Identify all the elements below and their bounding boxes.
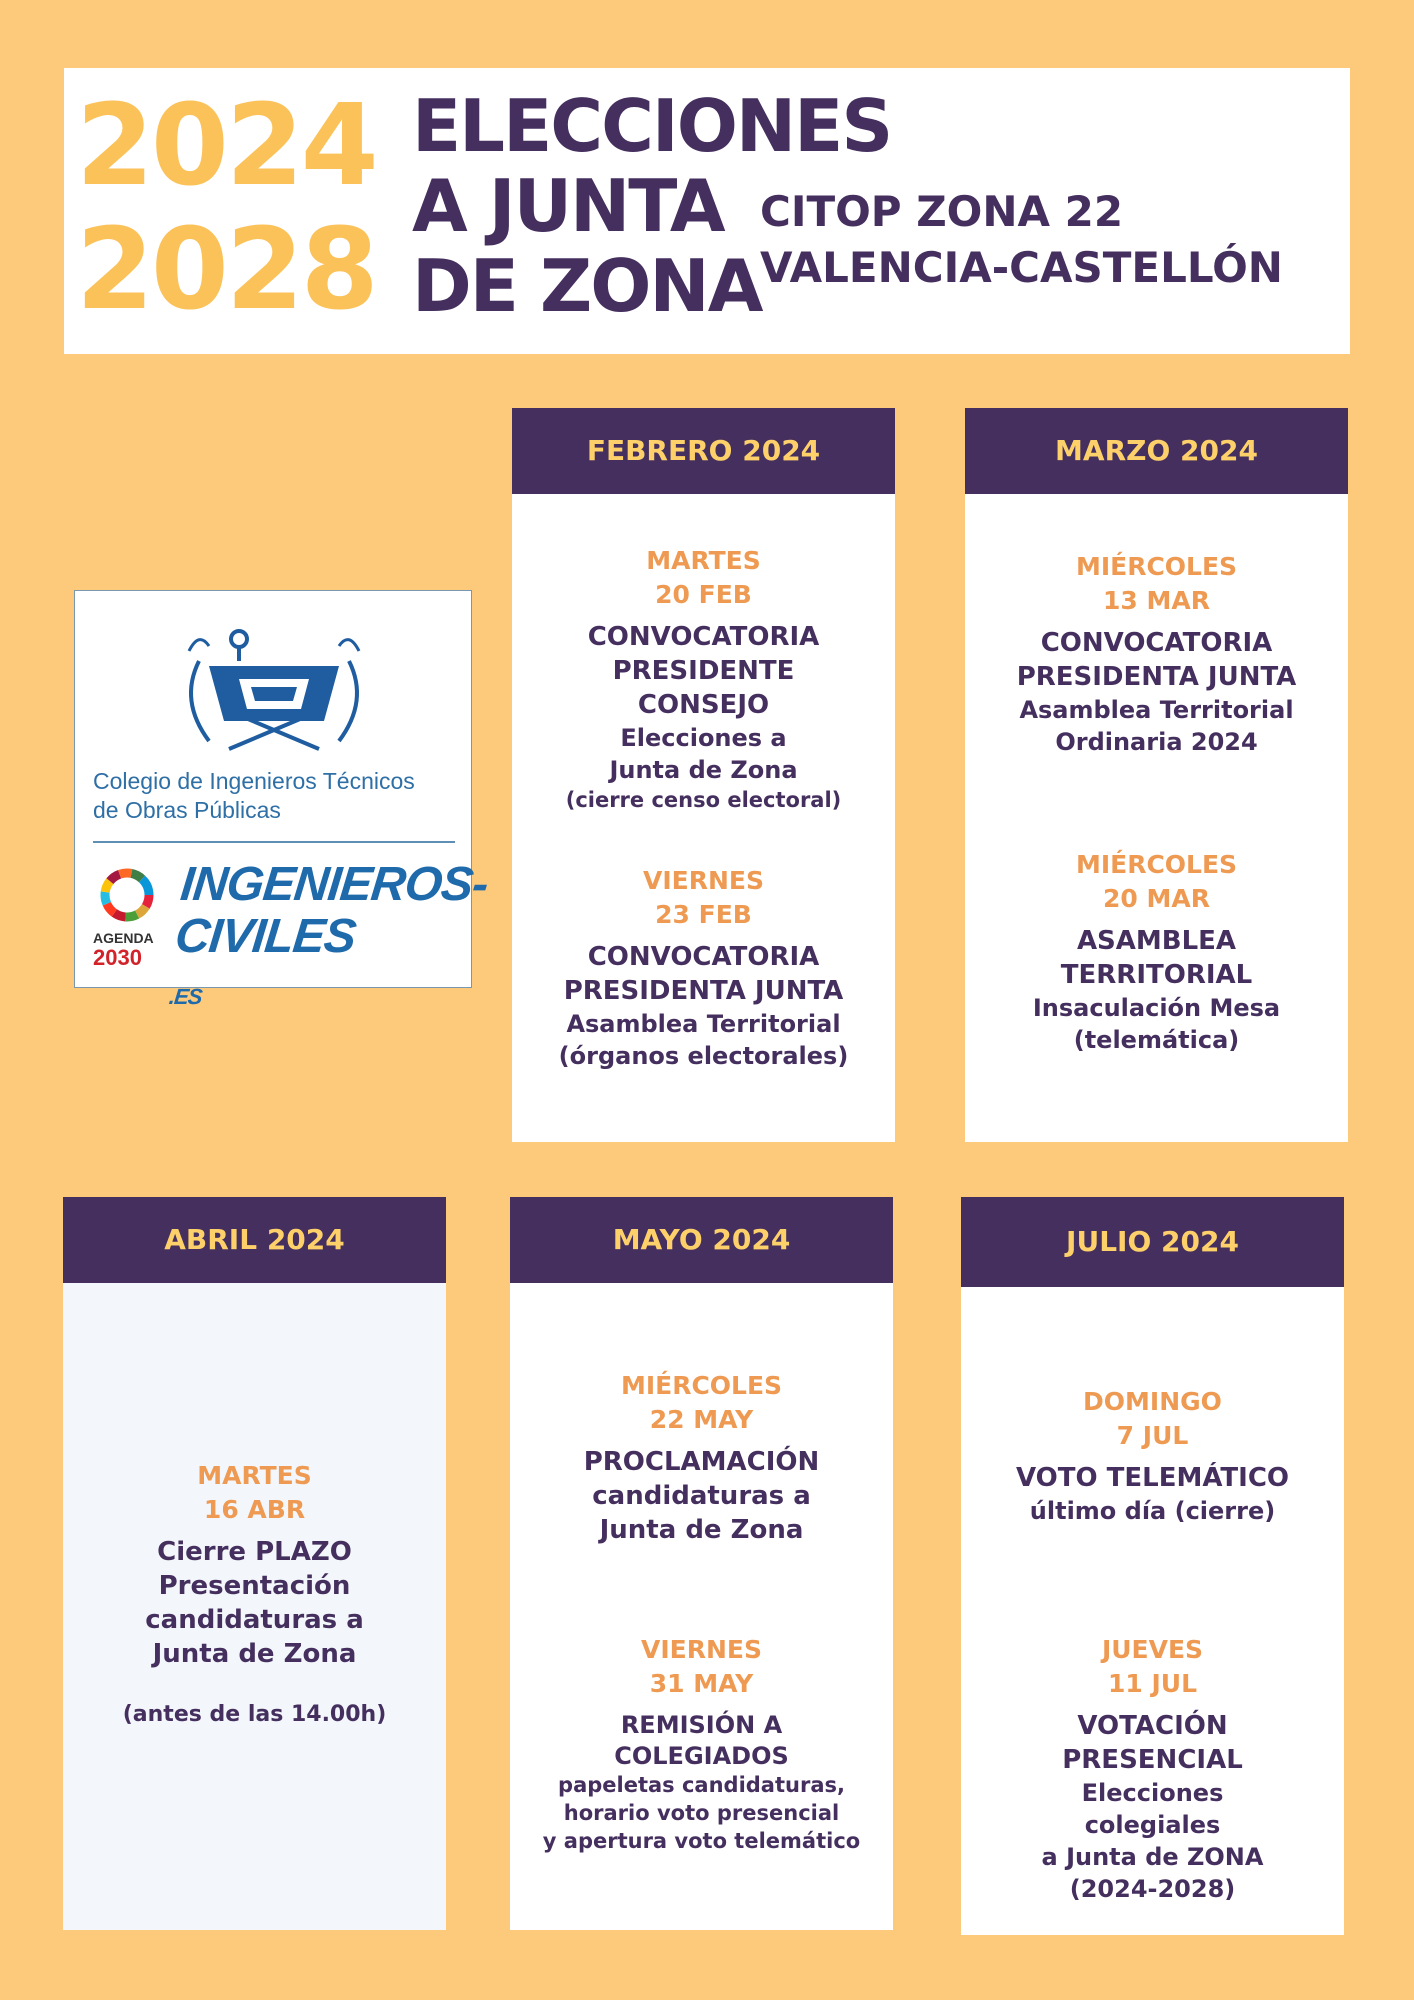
event-line: Asamblea Territorial [1019,696,1294,724]
event-line: último día (cierre) [1029,1497,1276,1525]
month-card-jul [961,1197,1344,1935]
event-line: Elecciones a [620,724,787,752]
event-day: MIÉRCOLES [620,1371,783,1400]
event-feb-23 [512,864,895,1072]
month-title: FEBRERO 2024 [512,408,895,494]
event-day: VIERNES [643,866,764,895]
event-line: CONVOCATORIA [587,622,820,652]
agenda-label: AGENDA [93,930,154,946]
event-line: Ordinaria 2024 [1055,728,1258,756]
sdg-wheel-icon [99,867,155,923]
event-line: y apertura voto telemático [542,1829,861,1853]
event-line: CONVOCATORIA [587,942,820,972]
event-line: Junta de Zona [609,756,798,784]
election-years [76,81,376,335]
ingenieros-civiles-brand [166,858,491,1023]
event-line: PRESIDENTE [612,656,795,686]
event-line: (2024-2028) [1069,1875,1236,1903]
event-line: ASAMBLEA [1076,926,1237,956]
event-day: MIÉRCOLES [1075,850,1238,879]
title-line-3: DE ZONA [412,244,762,328]
event-line: VOTACIÓN [1077,1711,1228,1741]
event-date: 23 FEB [655,900,752,929]
month-card-may [510,1197,893,1930]
event-line: Cierre PLAZO [157,1537,352,1567]
event-jul-11 [961,1633,1344,1905]
event-line: papeletas candidaturas, [558,1773,845,1797]
event-line: REMISIÓN A [620,1711,783,1739]
brand-suffix: .ES [167,984,203,1009]
event-line: Junta de Zona [152,1639,357,1669]
event-date: 11 JUL [1107,1669,1198,1698]
event-line: CONSEJO [637,690,770,720]
org-name-line-1: Colegio de Ingenieros Técnicos [93,768,415,794]
event-day: MIÉRCOLES [1075,552,1238,581]
org-name [93,767,463,825]
brand-line-1: INGENIEROS- [178,858,491,911]
event-line: PROCLAMACIÓN [583,1447,820,1477]
event-line: colegiales [1084,1811,1221,1839]
event-line: COLEGIADOS [614,1742,789,1770]
month-title: ABRIL 2024 [63,1197,446,1283]
event-apr-16 [63,1459,446,1729]
event-line: TERRITORIAL [1060,960,1253,990]
event-date: 13 MAR [1103,586,1210,615]
year-start: 2024 [76,81,376,211]
logo-divider [93,841,455,843]
event-day: DOMINGO [1083,1387,1222,1416]
event-date: 31 MAY [649,1669,754,1698]
event-day: MARTES [197,1461,312,1490]
event-date: 20 MAR [1103,884,1210,913]
zone-line-1: CITOP ZONA 22 [760,187,1124,236]
event-date: 20 FEB [655,580,752,609]
event-date: 22 MAY [649,1405,754,1434]
event-line: PRESIDENTA JUNTA [1016,662,1297,692]
agenda-2030-badge [93,929,154,969]
event-line: horario voto presencial [563,1801,840,1825]
zone-info [760,184,1320,296]
event-line: Insaculación Mesa [1032,994,1281,1022]
event-line: candidaturas a [592,1481,811,1511]
page-title [412,84,892,328]
month-title: JULIO 2024 [961,1197,1344,1287]
event-mar-13 [965,550,1348,758]
event-note: (antes de las 14.00h) [122,1702,387,1727]
event-line: (telemática) [1073,1026,1240,1054]
citop-emblem-icon [169,621,379,761]
title-line-1: ELECCIONES [412,84,892,168]
event-line: CONVOCATORIA [1040,628,1273,658]
event-line: Elecciones [1081,1779,1224,1807]
event-day: VIERNES [641,1635,762,1664]
month-card-apr [63,1197,446,1930]
title-line-2: A JUNTA [412,164,724,248]
event-line: VOTO TELEMÁTICO [1015,1463,1290,1493]
event-feb-20 [512,544,895,814]
event-jul-7 [961,1385,1344,1527]
event-line: Presentación [158,1571,351,1601]
event-note: (cierre censo electoral) [565,788,842,812]
event-line: candidaturas a [145,1605,364,1635]
event-mar-20 [965,848,1348,1056]
event-line: PRESENCIAL [1062,1745,1243,1775]
brand-line-2: CIVILES [172,910,358,963]
event-line: (órganos electorales) [558,1042,849,1070]
event-line: PRESIDENTA JUNTA [563,976,844,1006]
month-card-mar [965,408,1348,1142]
citop-logo [74,590,491,1009]
event-date: 16 ABR [203,1495,306,1524]
event-may-31 [510,1633,893,1855]
zone-line-2: VALENCIA-CASTELLÓN [760,243,1283,292]
header-banner [64,68,1350,354]
event-day: MARTES [646,546,761,575]
year-end: 2028 [76,205,376,335]
event-date: 7 JUL [1116,1421,1189,1450]
event-day: JUEVES [1101,1635,1204,1664]
event-line: Junta de Zona [599,1515,804,1545]
org-name-line-2: de Obras Públicas [93,797,281,823]
month-title: MAYO 2024 [510,1197,893,1283]
month-title: MARZO 2024 [965,408,1348,494]
event-line: a Junta de ZONA [1041,1843,1264,1871]
event-may-22 [510,1369,893,1547]
event-line: Asamblea Territorial [566,1010,841,1038]
month-card-feb [512,408,895,1142]
agenda-year: 2030 [93,945,142,970]
